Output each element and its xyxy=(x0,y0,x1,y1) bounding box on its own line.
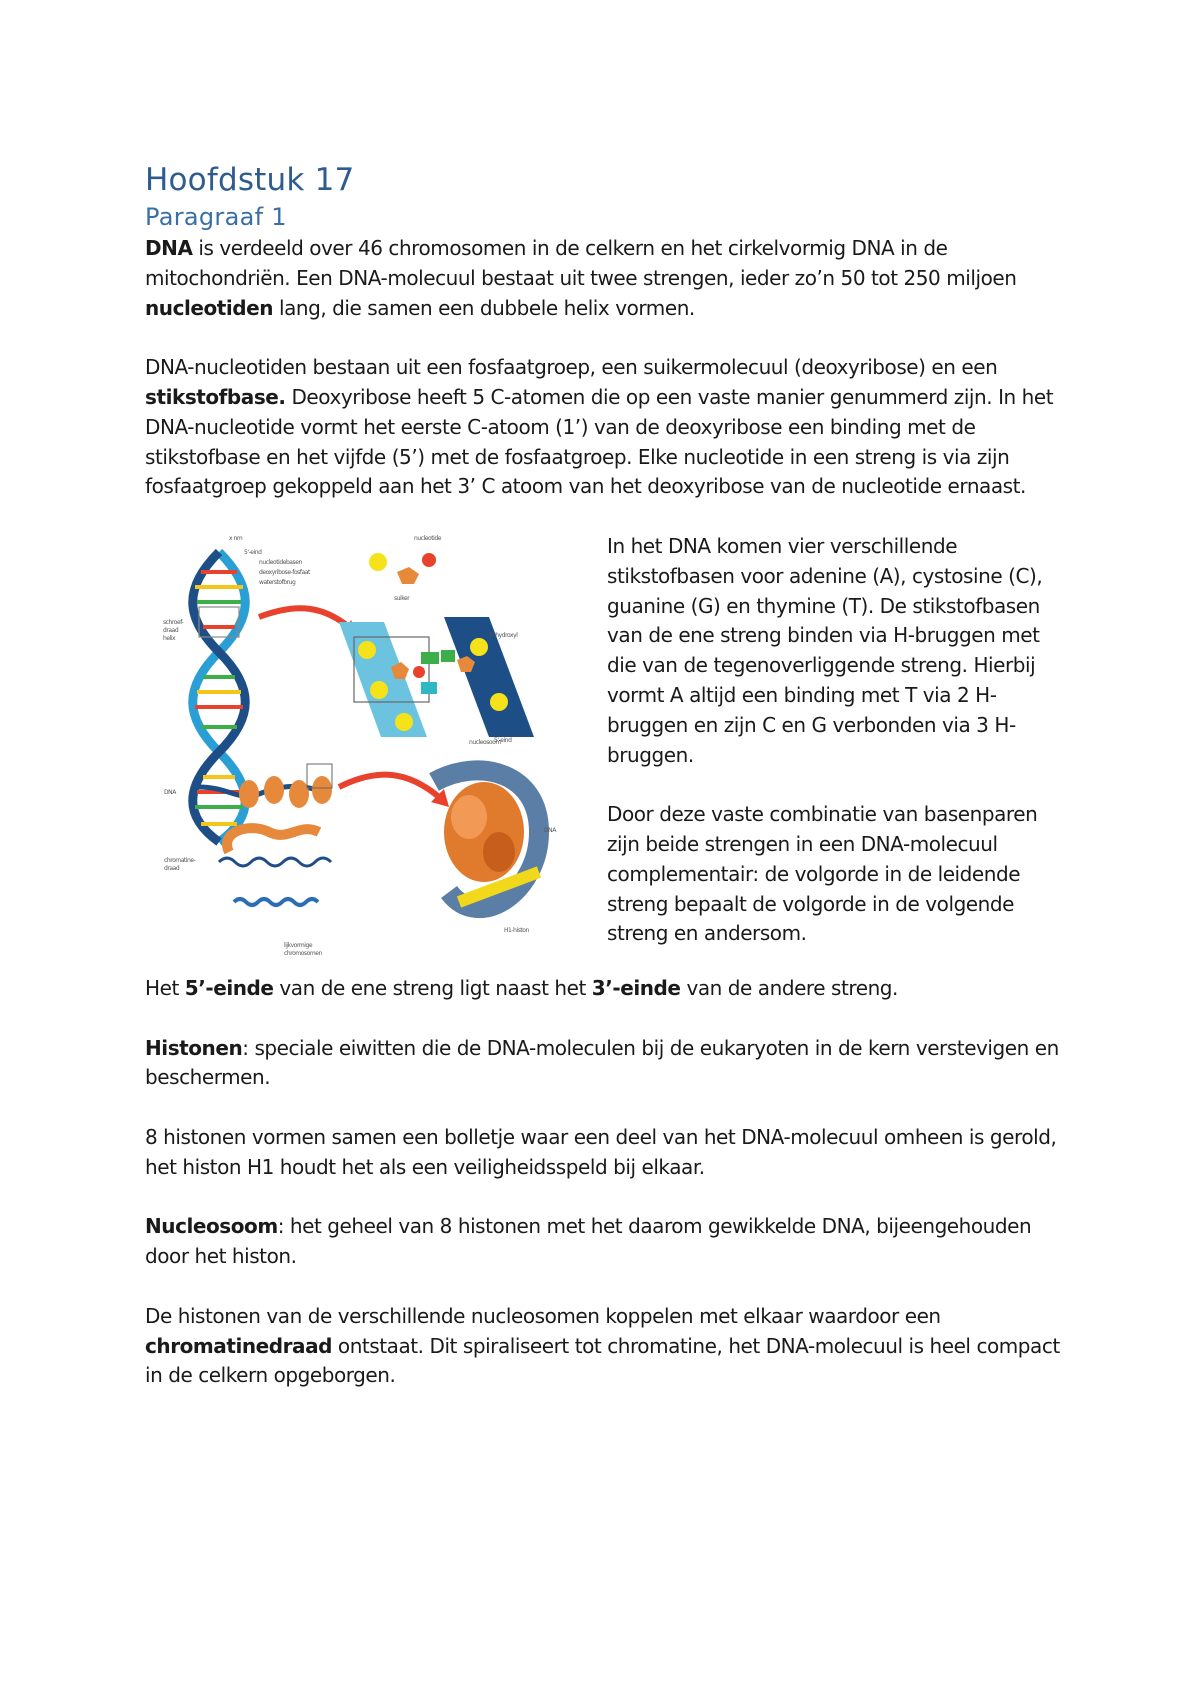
term-5-einde: 5’-einde xyxy=(184,975,274,1000)
svg-text:DNA: DNA xyxy=(164,788,176,796)
svg-text:helix: helix xyxy=(163,634,176,642)
paragraph-strand-ends xyxy=(145,974,1065,1004)
svg-text:nucleotidebasen: nucleotidebasen xyxy=(259,558,302,566)
text-span: : speciale eiwitten die de DNA-moleculen bij de eukaryoten in de kern verstevigen en beschermen. xyxy=(145,1035,1059,1090)
svg-text:3'-hydroxyl: 3'-hydroxyl xyxy=(489,631,518,639)
paragraph-dna-intro xyxy=(145,234,1065,323)
paragraph-bases: In het DNA komen vier verschillende stikstofbasen voor adenine (A), cystosine (C), guanine (G) en thymine (T). De stikstofbasen van de ene streng binden via H-bruggen met die van de tegenoverliggende streng. Hierbij vormt A altijd een binding met T via 2 H-bruggen en zijn C en G verbonden via 3 H-bruggen. xyxy=(607,533,1043,767)
svg-text:H1-histon: H1-histon xyxy=(504,926,529,934)
term-histonen: Histonen xyxy=(145,1035,243,1060)
svg-text:draad: draad xyxy=(164,864,180,872)
svg-text:DNA: DNA xyxy=(544,826,556,834)
term-nucleosoom: Nucleosoom xyxy=(145,1214,278,1239)
svg-text:chromosomen: chromosomen xyxy=(284,949,322,957)
term-chromatinedraad: chromatinedraad xyxy=(145,1333,332,1358)
paragraph-nucleosoom xyxy=(145,1212,1065,1272)
term-nucleotiden: nucleotiden xyxy=(145,295,274,320)
text-span: De histonen van de verschillende nucleosomen koppelen met elkaar waardoor een xyxy=(145,1303,941,1328)
document-body xyxy=(145,160,1065,1391)
svg-text:deoxyribose-fosfaat: deoxyribose-fosfaat xyxy=(259,568,310,576)
dna-structure-figure xyxy=(159,532,573,974)
dna-structure-icon xyxy=(159,532,573,974)
svg-text:nucleotide: nucleotide xyxy=(414,534,441,542)
text-span: is verdeeld over 46 chromosomen in de celkern en het cirkelvormig DNA in de mitochondriën. Een DNA-molecuul bestaat uit twee strengen, ieder zo’n 50 tot 250 miljoen xyxy=(145,236,1017,290)
paragraph-histonen xyxy=(145,1034,1065,1094)
paragraph-histon-h1: 8 histonen vormen samen een bolletje waar een deel van het DNA-molecuul omheen is gerold, het histon H1 houdt het als een veiligheidsspeld bij elkaar. xyxy=(145,1124,1057,1179)
paragraph-nucleotides xyxy=(145,353,1065,502)
term-stikstofbase: stikstofbase. xyxy=(145,384,286,409)
svg-text:suiker: suiker xyxy=(394,594,410,602)
term-dna: DNA xyxy=(145,236,193,260)
text-span: lang, die samen een dubbele helix vormen. xyxy=(273,295,695,320)
text-span: DNA-nucleotiden bestaan uit een fosfaatgroep, een suikermolecuul (deoxyribose) en een xyxy=(145,355,998,380)
svg-text:schroef-: schroef- xyxy=(163,618,184,626)
section-title: Paragraaf 1 xyxy=(145,203,287,231)
figure-side-text xyxy=(607,532,1067,949)
svg-text:5'-eind: 5'-eind xyxy=(244,548,262,556)
nucleotide-detail-illustration xyxy=(339,535,534,744)
text-span: van de andere streng. xyxy=(680,975,898,1000)
term-3-einde: 3’-einde xyxy=(591,975,681,1000)
text-span: Het xyxy=(145,975,185,1000)
text-span: van de ene streng ligt naast het xyxy=(273,975,592,1000)
figure-row xyxy=(145,532,1065,974)
svg-text:5'-eind: 5'-eind xyxy=(494,736,512,744)
paragraph-complementary: Door deze vaste combinatie van basenparen zijn beide strengen in een DNA-molecuul complementair: de volgorde in de leidende streng bepaalt de volgorde in de volgende streng en andersom. xyxy=(607,802,1038,946)
svg-text:nucleosoom: nucleosoom xyxy=(469,738,501,746)
svg-text:lijkvormige: lijkvormige xyxy=(284,941,313,949)
text-span: : het geheel van 8 histonen met het daarom gewikkelde DNA, bijeengehouden door het histon. xyxy=(145,1214,1032,1269)
chapter-title: Hoofdstuk 17 xyxy=(145,162,355,198)
svg-text:draad: draad xyxy=(163,626,179,634)
nucleosome-illustration xyxy=(434,736,557,934)
paragraph-chromatine xyxy=(145,1302,1065,1391)
svg-text:chromatine-: chromatine- xyxy=(164,856,196,864)
text-span: ontstaat. Dit spiraliseert tot chromatine, het DNA-molecuul is heel compact in de celkern opgeborgen. xyxy=(145,1333,1060,1388)
text-span: Deoxyribose heeft 5 C-atomen die op een vaste manier genummerd zijn. In het DNA-nucleotide vormt het eerste C-atoom (1’) van de deoxyribose een binding met de stikstofbase en het vijfde (5’) met de fosfaatgroep. Elke nucleotide in een streng is via zijn fosfaatgroep gekoppeld aan het 3’ C atoom van het deoxyribose van de nucleotide ernaast. xyxy=(145,384,1054,499)
svg-text:x nm: x nm xyxy=(229,534,243,542)
svg-text:waterstofbrug: waterstofbrug xyxy=(259,578,296,586)
